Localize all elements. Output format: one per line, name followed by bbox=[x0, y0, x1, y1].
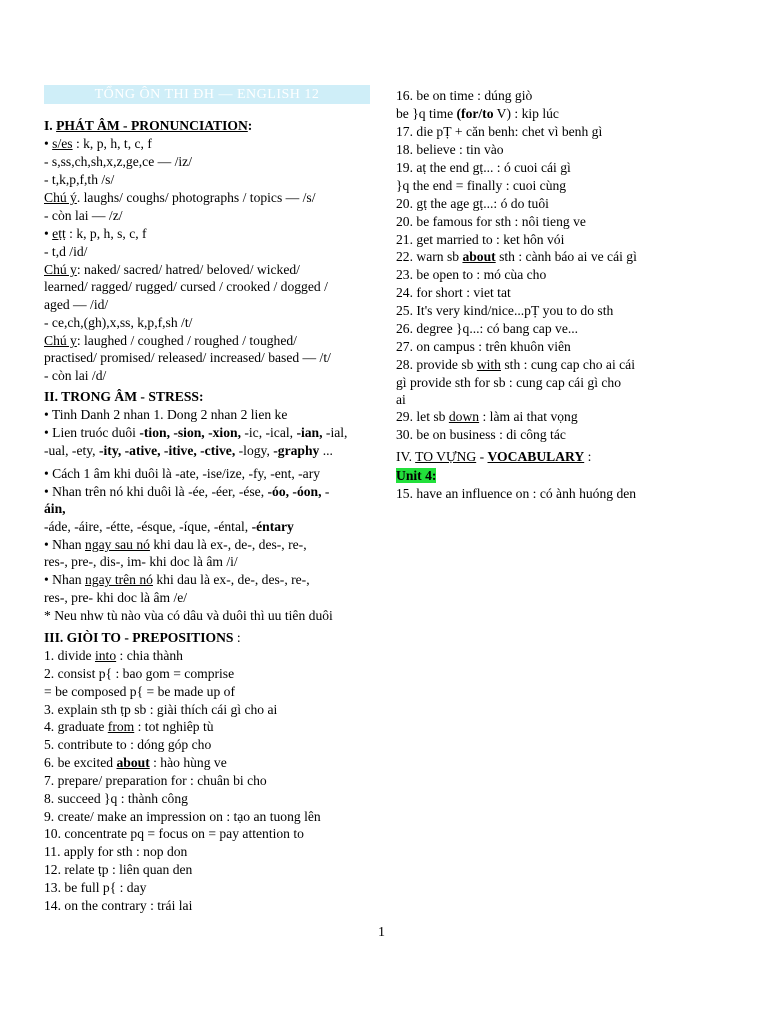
pronunciation-heading: I. PHÁT ÂM - PRONUNCIATION: bbox=[44, 118, 253, 133]
text-line: practised/ promised/ released/ increased/ based — /t/ bbox=[44, 350, 331, 365]
page-number: 1 bbox=[378, 925, 385, 940]
text-line: aged — /id/ bbox=[44, 297, 109, 312]
list-item: 21. get married to : ket hôn vói bbox=[396, 232, 565, 247]
list-item: ai bbox=[396, 392, 406, 407]
list-item: 2. consist p{ : bao gom = comprise bbox=[44, 666, 235, 681]
prepositions-heading: III. GIÒI TO - PREPOSITIONS : bbox=[44, 630, 241, 645]
text-line: learned/ ragged/ rugged/ cursed / crooked / dogged / bbox=[44, 279, 328, 294]
list-item: 19. aṭ the end gṭ... : ó cuoi cái gì bbox=[396, 160, 571, 175]
list-item: 15. have an influence on : có ành huóng den bbox=[396, 486, 637, 501]
text-line: Chú y: laughed / coughed / roughed / toughed/ bbox=[44, 333, 297, 348]
text-line: • s/es : k, p, h, t, c, f bbox=[44, 136, 152, 151]
text-line: res-, pre- khi doc là âm /e/ bbox=[44, 590, 188, 605]
list-item: 23. be open to : mó cùa cho bbox=[396, 267, 547, 282]
list-item: 17. die pṬ + căn benh: chet vì benh gì bbox=[396, 124, 603, 139]
text-line: - ce,ch,(gh),x,ss, k,p,f,sh /t/ bbox=[44, 315, 193, 330]
list-item: 13. be full p{ : day bbox=[44, 880, 147, 895]
list-item: 20. be famous for sth : nôi tieng ve bbox=[396, 214, 586, 229]
text-line: - t,d /id/ bbox=[44, 244, 88, 259]
list-item: 22. warn sb about sth : cành báo ai ve cái gì bbox=[396, 249, 637, 264]
document-title: TỔNG ÔN THI ĐH — ENGLISH 12 bbox=[44, 85, 370, 104]
list-item: 14. on the contrary : trái lai bbox=[44, 898, 193, 913]
list-item: 29. let sb down : làm ai that vọng bbox=[396, 409, 578, 424]
text-line: * Neu nhw tù nào vùa có dâu và duôi thì uu tiên duôi bbox=[44, 608, 333, 623]
text-line: - còn lai /d/ bbox=[44, 368, 107, 383]
text-line: • Lien truóc duôi -tion, -sion, -xion, -ic, -ical, -ian, -ial, bbox=[44, 425, 348, 440]
list-item: = be composed p{ = be made up of bbox=[44, 684, 235, 699]
list-item: 10. concentrate pq = focus on = pay attention to bbox=[44, 826, 304, 841]
list-item: 18. believe : tin vào bbox=[396, 142, 504, 157]
text-line: • Tinh Danh 2 nhan 1. Dong 2 nhan 2 lien ke bbox=[44, 407, 288, 422]
vocabulary-heading: IV. TO VỰNG - VOCABULARY : bbox=[396, 449, 592, 464]
text-line: -áde, -áire, -étte, -ésque, -íque, -éntal, -éntary bbox=[44, 519, 294, 534]
list-item: 28. provide sb with sth : cung cap cho ai cái bbox=[396, 357, 635, 372]
text-line: - t,k,p,f,th /s/ bbox=[44, 172, 115, 187]
text-line: Chú ý. laughs/ coughs/ photographs / topics — /s/ bbox=[44, 190, 316, 205]
text-line: - còn lai — /z/ bbox=[44, 208, 123, 223]
list-item: 30. be on business : di công tác bbox=[396, 427, 566, 442]
list-item: 24. for short : viet tat bbox=[396, 285, 511, 300]
text-line: Chú y: naked/ sacred/ hatred/ beloved/ wicked/ bbox=[44, 262, 300, 277]
list-item: 16. be on time : dúng giò bbox=[396, 88, 533, 103]
list-item: 12. relate ṭp : liên quan den bbox=[44, 862, 193, 877]
list-item: gì provide sth for sb : cung cap cái gì cho bbox=[396, 375, 621, 390]
text-line: • Nhan ngay sau nó khi dau là ex-, de-, des-, re-, bbox=[44, 537, 307, 552]
text-line: • Nhan trên nó khi duôi là -ée, -éer, -ése, -óo, -óon, - bbox=[44, 484, 330, 499]
list-item: 9. create/ make an impression on : tạo an tuong lên bbox=[44, 809, 321, 824]
stress-heading: II. TRONG ÂM - STRESS: bbox=[44, 389, 204, 404]
text-line: • Cách 1 âm khi duôi là -ate, -ise/ize, -fy, -ent, -ary bbox=[44, 466, 321, 481]
list-item: 26. degree }q...: có bang cap ve... bbox=[396, 321, 579, 336]
list-item: 1. divide into : chia thành bbox=[44, 648, 183, 663]
list-item: 25. It's very kind/nice...pṬ you to do sth bbox=[396, 303, 614, 318]
text-line: -ual, -ety, -ity, -ative, -itive, -ctive, -logy, -graphy ... bbox=[44, 443, 333, 458]
list-item: 5. contribute to : dóng góp cho bbox=[44, 737, 212, 752]
text-line: áin, bbox=[44, 501, 66, 516]
text-line: • eṭṭ : k, p, h, s, c, f bbox=[44, 226, 147, 241]
text-line: - s,ss,ch,sh,x,z,ge,ce — /iz/ bbox=[44, 154, 192, 169]
text-line: • Nhan ngay trên nó khi dau là ex-, de-, des-, re-, bbox=[44, 572, 310, 587]
unit-label: Unit 4: bbox=[396, 468, 437, 483]
list-item: 11. apply for sth : nop don bbox=[44, 844, 188, 859]
list-item: }q the end = finally : cuoi cùng bbox=[396, 178, 567, 193]
text-line: res-, pre-, dis-, im- khi doc là âm /i/ bbox=[44, 554, 238, 569]
list-item: 8. succeed }q : thành công bbox=[44, 791, 188, 806]
list-item: 27. on campus : trên khuôn viên bbox=[396, 339, 571, 354]
list-item: be }q time (for/to V) : kip lúc bbox=[396, 106, 559, 121]
list-item: 6. be excited about : hào hùng ve bbox=[44, 755, 227, 770]
list-item: 20. gṭ the age gṭ...: ó do tuôi bbox=[396, 196, 549, 211]
list-item: 7. prepare/ preparation for : chuân bi cho bbox=[44, 773, 267, 788]
list-item: 3. explain sth ṭp sb : giài thích cái gì cho ai bbox=[44, 702, 278, 717]
list-item: 4. graduate from : tot nghiêp tù bbox=[44, 719, 214, 734]
